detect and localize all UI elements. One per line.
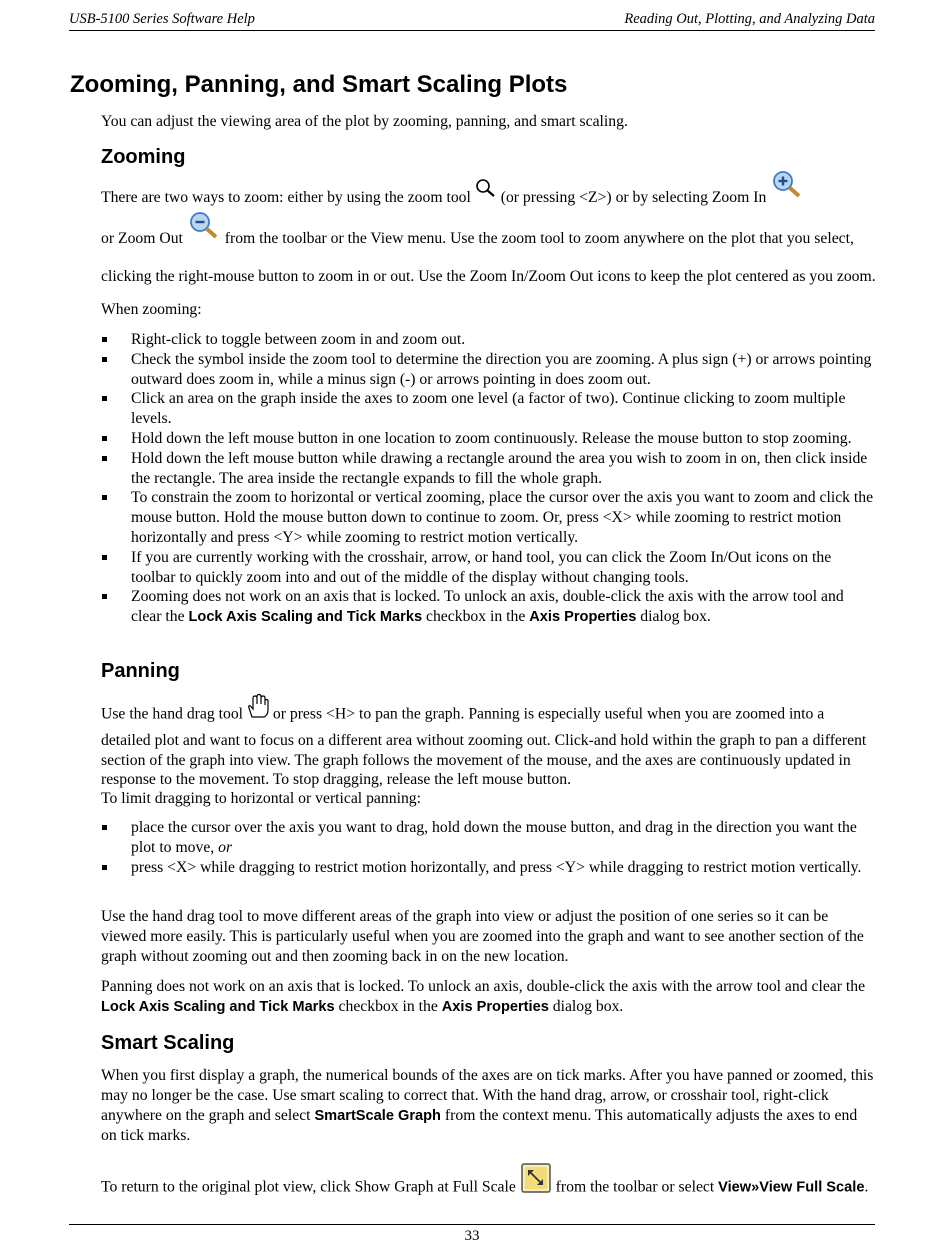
limit-dragging: To limit dragging to horizontal or vertical panning: [101,790,421,807]
bullet-icon [102,555,107,560]
zoom-out-icon [189,211,219,252]
bullet-icon [102,865,107,870]
list-item [101,449,876,489]
full-scale-text-a: To return to the original plot view, click Show Graph at Full Scale [101,1178,516,1196]
bullet-icon [102,825,107,830]
list-item [101,488,876,547]
full-scale-icon [521,1163,551,1199]
lock-axis-label: Lock Axis Scaling and Tick Marks [188,609,423,626]
full-scale-text-b: from the toolbar or select [555,1178,715,1196]
panning-list [101,818,876,877]
zooming-list [101,330,876,628]
panning-text-a: Use the hand drag tool [101,705,244,723]
axis-properties-label: Axis Properties [529,609,637,626]
list-item-text: Click an area on the graph inside the axes to zoom one level (a factor of two). Continue clicking to zoom multiple levels. [131,390,846,428]
panning-heading: Panning [101,660,180,682]
lock-axis-label: Lock Axis Scaling and Tick Marks [101,998,335,1015]
or-italic: or [218,838,233,856]
zooming-text-d: from the toolbar or the View menu. Use the zoom tool to zoom anywhere on the plot that you select, clicking the right-mouse button to zoom in or out. Use the Zoom In/Zoom Out icons to keep the plot centered as you zoom. [101,230,876,285]
bullet-icon [102,337,107,342]
list-item [101,818,876,858]
list-item-text: Check the symbol inside the zoom tool to determine the direction you are zooming. A plus sign (+) or arrows pointing outward does zoom in, while a minus sign (-) or arrows pointing in does zoom out. [131,350,872,388]
full-scale-paragraph [101,1170,876,1206]
list-item-text: Hold down the left mouse button while drawing a rectangle around the area you wish to zoom in on, then click inside the rectangle. The area inside the rectangle expands to fill the whole graph. [131,449,868,487]
smart-scaling-paragraph [101,1066,876,1146]
list-item-text: Hold down the left mouse button in one location to zoom continuously. Release the mouse button to stop zooming. [131,429,852,447]
panning-text-b: or press <H> to pan the graph. Panning is especially useful when you are zoomed into a detailed plot and want to focus on a different area without zooming out. Click-and hold within the graph to pan a different section of the graph into view. The graph follows the movement of the mouse, and the axes are continuously updated in response to the movement. To stop dragging, release the left mouse button. [101,705,867,789]
zooming-paragraph [101,178,876,294]
axis-properties-label: Axis Properties [441,998,549,1015]
full-scale-text-c: . [864,1178,869,1196]
bullet-icon [102,357,107,362]
list-item [101,548,876,588]
list-item-text: To constrain the zoom to horizontal or vertical zooming, place the cursor over the axis you want to zoom and click the mouse button. Hold the mouse button down to continue to zoom. Or, press <X> while zooming to restrict motion horizontally and press <Y> while zooming to restrict motion vertically. [131,489,874,546]
smart-text-a: When you first display a graph, the numerical bounds of the axes are on tick marks. After you have panned or zoomed, this may no longer be the case. Use smart scaling to correct that. With the hand drag, arrow, or crosshair tool, right-click anywhere on the graph and select [101,1067,874,1124]
list-item-text: Zooming does not work on an axis that is locked. To unlock an axis, double-click the axis with the arrow tool and clear the Lock Axis Scaling and Tick Marks checkbox in the Axis Properties dialog box. [131,588,844,626]
zooming-heading: Zooming [101,146,186,168]
view-full-scale-label: View»View Full Scale [718,1179,865,1196]
list-item [101,429,876,449]
panning-p3-text-a: Panning does not work on an axis that is locked. To unlock an axis, double-click the axis with the arrow tool and clear the [101,978,866,995]
zoom-in-icon [772,170,802,211]
bullet-icon [102,495,107,500]
hand-drag-icon [245,693,271,725]
list-item-text: place the cursor over the axis you want to drag, hold down the mouse button, and drag in the direction you want the plot to move, or [131,819,857,856]
page-footer [69,1224,875,1245]
list-item-text: press <X> while dragging to restrict motion horizontally, and press <Y> while dragging to restrict motion vertically. [131,858,862,876]
panning-paragraph [101,699,876,790]
bullet-icon [102,396,107,401]
list-item [101,389,876,429]
zooming-text-c: or Zoom Out [101,230,183,248]
list-item-text: If you are currently working with the crosshair, arrow, or hand tool, you can click the Zoom In/Out icons on the toolbar to quickly zoom into and out of the middle of the display without changing tools. [131,548,832,586]
list-item [101,330,876,350]
list-item [101,587,876,628]
zooming-text-a: There are two ways to zoom: either by using the zoom tool [101,189,471,207]
smartscale-graph-label: SmartScale Graph [314,1107,441,1124]
intro-paragraph: You can adjust the viewing area of the plot by zooming, panning, and smart scaling. [101,113,628,130]
header-left: USB-5100 Series Software Help [69,11,255,27]
bullet-icon [102,436,107,441]
list-item [101,858,876,878]
panning-p3-text-b: checkbox in the [338,997,438,1015]
list-item [101,350,876,390]
bullet-icon [102,456,107,461]
running-header [69,11,875,31]
panning-p3-text-c: dialog box. [552,997,624,1015]
bullet-icon [102,594,107,599]
magnifier-icon [475,177,497,211]
panning-paragraph-2: Use the hand drag tool to move different areas of the graph into view or adjust the position of one series so it can be viewed more easily. This is particularly useful when you are zoomed into the graph and want to see another section of the graph without zooming out and then zooming back in on the new location. [101,908,864,965]
page-title: Zooming, Panning, and Smart Scaling Plots [70,71,568,98]
list-item-text: Right-click to toggle between zoom in and zoom out. [131,331,466,348]
smart-scaling-heading: Smart Scaling [101,1032,235,1054]
smart-text-b: from the context menu. This automatically adjusts the axes to end on tick marks. [101,1106,858,1145]
panning-paragraph-3 [101,977,876,1018]
page-number: 33 [464,1228,480,1244]
header-right: Reading Out, Plotting, and Analyzing Data [624,11,875,27]
when-zooming: When zooming: [101,301,202,318]
zooming-text-b: (or pressing <Z>) or by selecting Zoom In [500,189,767,207]
